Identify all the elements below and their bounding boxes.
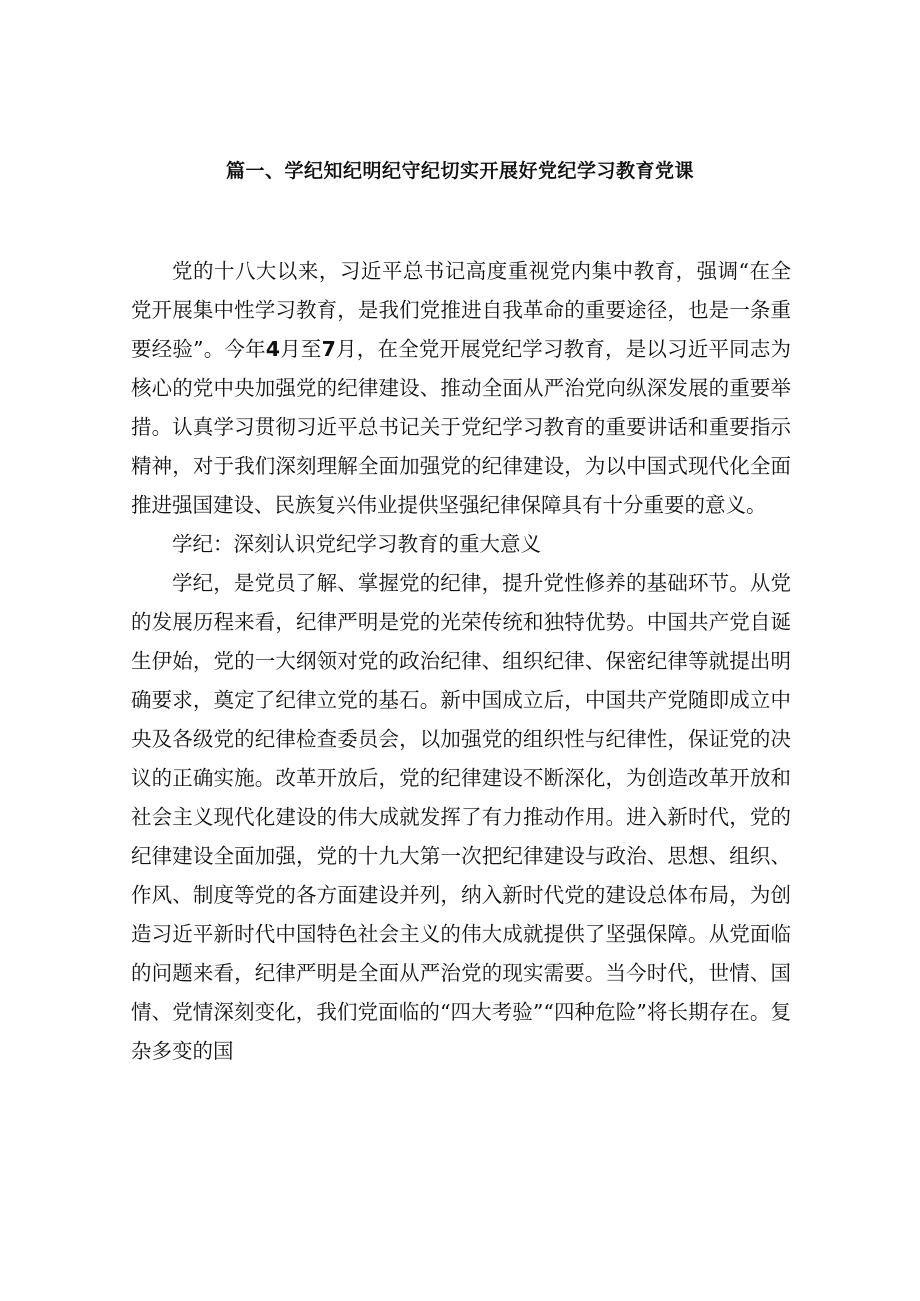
paragraph-intro-text-3: 月，在全党开展党纪学习教育，是以习近平同志为核心的党中央加强党的纪律建设、推动全面从严治党向纵深发展的重要举措。认真学习贯彻习近平总书记关于党纪学习教育的重要讲话和重要指示精神，对于我们深刻理解全面加强党的纪律建设，为以中国式现代化全面推进强国建设、民族复兴伟业提供坚强纪律保障具有十分重要的意义。	[131, 337, 792, 517]
month-number-start: 4	[265, 337, 281, 361]
paragraph-intro-text-2: 月至	[280, 337, 322, 361]
paragraph-intro	[131, 252, 791, 525]
paragraph-study-discipline: 学纪，是党员了解、掌握党的纪律，提升党性修养的基础环节。从党的发展历程来看，纪律严明是党的光荣传统和独特优势。中国共产党自诞生伊始，党的一大纲领对党的政治纪律、组织纪律、保密纪律等就提出明确要求，奠定了纪律立党的基石。新中国成立后，中国共产党随即成立中央及各级党的纪律检查委员会，以加强党的组织性与纪律性，保证党的决议的正确实施。改革开放后，党的纪律建设不断深化，为创造改革开放和社会主义现代化建设的伟大成就发挥了有力推动作用。进入新时代，党的纪律建设全面加强，党的十九大第一次把纪律建设与政治、思想、组织、作风、制度等党的各方面建设并列，纳入新时代党的建设总体布局，为创造习近平新时代中国特色社会主义的伟大成就提供了坚强保障。从党面临的问题来看，纪律严明是全面从严治党的现实需要。当今时代，世情、国情、党情深刻变化，我们党面临的“四大考验”“四种危险”将长期存在。复杂多变的国	[131, 571, 791, 1063]
paragraph-intro-text-1: 党的十八大以来，习近平总书记高度重视党内集中教育，强调“在全党开展集中性学习教育，是我们党推进自我革命的重要途径，也是一条重要经验”。今年	[131, 259, 791, 361]
month-number-end: 7	[321, 337, 336, 361]
document-body	[131, 252, 791, 1071]
section-heading-study-discipline: 学纪：深刻认识党纪学习教育的重大意义	[172, 532, 541, 556]
document-title: 篇一、学纪知纪明纪守纪切实开展好党纪学习教育党课	[225, 160, 694, 182]
